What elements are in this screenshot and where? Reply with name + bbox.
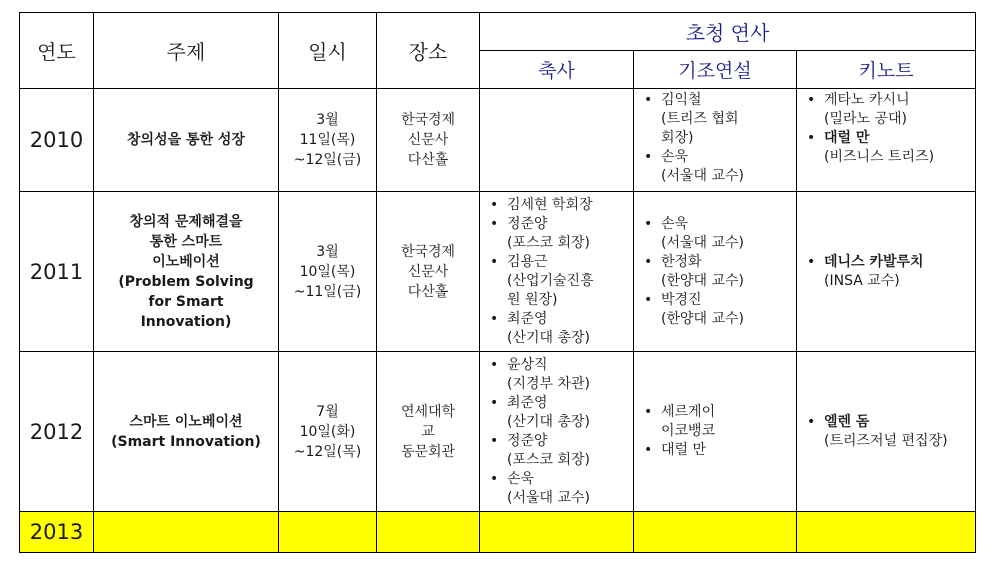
- speaker-item: [490, 310, 633, 348]
- date-line: 3월: [316, 243, 339, 260]
- speaker-affiliation: (포스코 회장): [507, 234, 590, 251]
- congrats-cell: [480, 352, 634, 512]
- speaker-affiliation: (트리즈저널 편집장): [824, 432, 948, 449]
- speaker-name: • 세르게이: [661, 404, 716, 420]
- speaker-affiliation: (한양대 교수): [661, 310, 744, 327]
- topic-line: (Problem Solving: [118, 273, 254, 290]
- speaker-item: [807, 129, 975, 167]
- speaker-item: [644, 148, 796, 186]
- date-cell: [279, 352, 377, 512]
- speaker-affiliation: (밀라노 공대): [824, 111, 907, 127]
- speaker-affiliation: (산기대 총장): [507, 329, 590, 346]
- header-venue: 장소: [377, 13, 480, 89]
- speaker-affiliation: 이코뱅코: [661, 423, 716, 439]
- year-cell: 2013: [20, 512, 94, 553]
- speaker-name: • 김세현 학회장: [507, 196, 593, 213]
- speaker-name: • 최준영: [507, 394, 548, 411]
- year-cell: 2011: [20, 192, 94, 352]
- speaker-list: [490, 196, 633, 348]
- date-line: ~12일(목): [293, 443, 362, 460]
- speaker-name: • 한정화: [661, 253, 702, 270]
- year-cell: 2010: [20, 89, 94, 192]
- table-row: [20, 89, 976, 192]
- date-line: 10일(화): [299, 423, 356, 440]
- venue-line: 다산홀: [407, 152, 449, 168]
- speaker-item: [644, 253, 796, 291]
- conference-history-table: [19, 12, 976, 553]
- header-keynote: 키노트: [797, 51, 976, 89]
- venue-line: 다산홀: [407, 283, 449, 300]
- speaker-name: • 윤상직: [507, 356, 548, 373]
- date-cell: [279, 89, 377, 192]
- keynote-cell: [797, 512, 976, 553]
- speaker-item: [807, 253, 975, 291]
- date-line: 7월: [316, 403, 339, 420]
- speaker-affiliation: (비즈니스 트리즈): [824, 149, 935, 165]
- speaker-affiliation: (산기대 총장): [507, 413, 590, 430]
- date-line: 11일(목): [299, 132, 356, 148]
- topic-cell: [94, 352, 279, 512]
- date-line: ~11일(금): [293, 283, 362, 300]
- venue-line: 연세대학: [400, 403, 456, 420]
- speaker-name: • 손욱: [661, 149, 689, 165]
- speaker-item: [490, 253, 633, 310]
- date-line: 3월: [316, 112, 339, 128]
- topic-line: 스마트 이노베이션: [129, 413, 243, 430]
- speaker-list: [644, 215, 796, 329]
- speaker-name: • 김용근: [507, 253, 548, 270]
- congrats-cell: [480, 89, 634, 192]
- speaker-item: [490, 432, 633, 470]
- speaker-name: • 엘렌 돔: [824, 413, 870, 430]
- speaker-affiliation: (한양대 교수): [661, 272, 744, 289]
- speaker-name: • 대럴 만: [824, 130, 870, 146]
- topic-line: (Smart Innovation): [111, 433, 261, 450]
- venue-cell: [377, 192, 480, 352]
- venue-line: 신문사: [407, 263, 449, 280]
- keynote-cell: [797, 192, 976, 352]
- speaker-item: [644, 441, 796, 460]
- header-invited-speakers: 초청 연사: [480, 13, 976, 51]
- topic-line: 통한 스마트: [149, 233, 223, 250]
- speaker-name: • 손욱: [507, 470, 535, 487]
- speaker-name: • 정준양: [507, 215, 548, 232]
- date-cell: [279, 512, 377, 553]
- keynote-speech-cell: [634, 89, 797, 192]
- speaker-name: • 최준영: [507, 310, 548, 327]
- topic-cell: [94, 192, 279, 352]
- keynote-cell: [797, 89, 976, 192]
- speaker-item: [644, 215, 796, 253]
- speaker-name: • 손욱: [661, 215, 689, 232]
- speaker-affiliation: (포스코 회장): [507, 451, 590, 468]
- speaker-affiliation: (지경부 차관): [507, 375, 590, 392]
- speaker-name: • 박경진: [661, 291, 702, 308]
- speaker-item: [807, 91, 975, 129]
- table-row: [20, 192, 976, 352]
- venue-line: 한국경제: [400, 243, 456, 260]
- speaker-item: [644, 91, 796, 148]
- table-row: [20, 352, 976, 512]
- venue-cell: [377, 89, 480, 192]
- speaker-name: • 데니스 카발루치: [824, 253, 924, 270]
- speaker-affiliation: (INSA 교수): [824, 272, 900, 289]
- header-topic: 주제: [94, 13, 279, 89]
- speaker-affiliation: (서울대 교수): [661, 234, 744, 251]
- congrats-cell: [480, 512, 634, 553]
- keynote-speech-cell: [634, 352, 797, 512]
- date-line: ~12일(금): [293, 152, 362, 168]
- keynote-cell: [797, 352, 976, 512]
- header-date: 일시: [279, 13, 377, 89]
- speaker-name: • 정준양: [507, 432, 548, 449]
- keynote-speech-cell: [634, 512, 797, 553]
- speaker-affiliation: (서울대 교수): [661, 168, 744, 184]
- topic-line: 창의성을 통한 성장: [127, 132, 245, 148]
- speaker-list: [807, 253, 975, 291]
- speaker-list: [490, 356, 633, 508]
- speaker-list: [807, 413, 975, 451]
- topic-line: for Smart: [148, 293, 224, 310]
- speaker-item: [644, 403, 796, 441]
- speaker-name: • 김익철: [661, 92, 702, 108]
- venue-cell: [377, 352, 480, 512]
- topic-cell: [94, 89, 279, 192]
- speaker-list: [807, 91, 975, 167]
- speaker-name: • 대럴 만: [661, 442, 707, 458]
- speaker-affiliation: (트리즈 협회: [661, 111, 739, 127]
- header-row-1: [20, 13, 976, 51]
- topic-line: 이노베이션: [152, 253, 220, 270]
- header-congrats: 축사: [480, 51, 634, 89]
- header-year: 연도: [20, 13, 94, 89]
- year-cell: 2012: [20, 352, 94, 512]
- speaker-item: [490, 394, 633, 432]
- speaker-affiliation: 회장): [661, 130, 694, 146]
- keynote-speech-cell: [634, 192, 797, 352]
- table-row: [20, 512, 976, 553]
- venue-line: 동문회관: [400, 443, 456, 460]
- speaker-affiliation: (서울대 교수): [507, 489, 590, 506]
- speaker-item: [490, 196, 633, 215]
- topic-cell: [94, 512, 279, 553]
- venue-cell: [377, 512, 480, 553]
- speaker-item: [807, 413, 975, 451]
- venue-line: 한국경제: [400, 112, 456, 128]
- venue-line: 교: [421, 423, 435, 440]
- speaker-list: [644, 91, 796, 186]
- speaker-list: [644, 403, 796, 460]
- date-cell: [279, 192, 377, 352]
- speaker-affiliation: (산업기술진흥: [507, 272, 594, 289]
- speaker-name: • 게타노 카시니: [824, 92, 910, 108]
- speaker-item: [490, 470, 633, 508]
- speaker-item: [490, 356, 633, 394]
- date-line: 10일(목): [299, 263, 356, 280]
- topic-line: Innovation): [140, 313, 232, 330]
- speaker-item: [490, 215, 633, 253]
- speaker-item: [644, 291, 796, 329]
- speaker-affiliation: 원 원장): [507, 291, 558, 308]
- congrats-cell: [480, 192, 634, 352]
- venue-line: 신문사: [407, 132, 449, 148]
- topic-line: 창의적 문제해결을: [129, 213, 243, 230]
- header-keynote-speech: 기조연설: [634, 51, 797, 89]
